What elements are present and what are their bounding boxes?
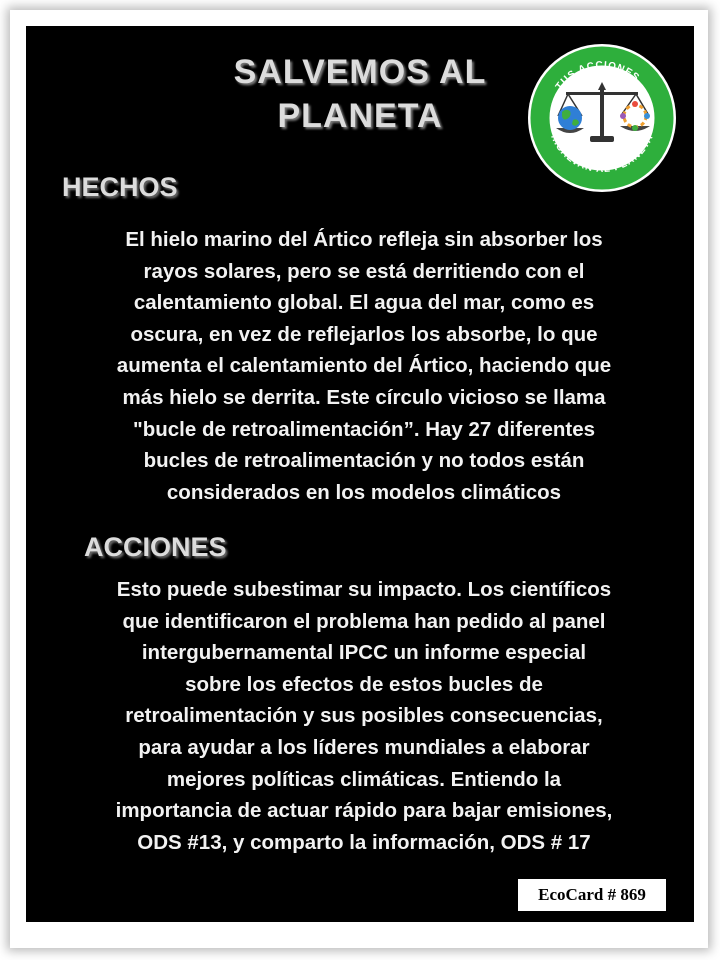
hechos-line: "bucle de retroalimentación”. Hay 27 diferentes: [132, 417, 595, 441]
page-title: [200, 50, 520, 138]
acciones-line: que identificaron el problema han pedido al panel: [122, 609, 606, 633]
acciones-line: sobre los efectos de estos bucles de: [185, 672, 543, 696]
section-heading-acciones: ACCIONES: [84, 532, 227, 562]
hechos-line: calentamiento global. El agua del mar, como es: [133, 291, 595, 315]
logo-top-text: TUS ACCIONES...: [553, 59, 651, 93]
hechos-line: oscura, en vez de reflejarlos los absorbe, lo que: [130, 322, 598, 346]
hechos-line: bucles de retroalimentación y no todos están: [143, 449, 585, 473]
acciones-line: intergubernamental IPCC un informe especial: [141, 641, 587, 665]
acciones-paragraph: [40, 574, 688, 858]
acciones-line: ODS #13, y comparto la información, ODS # 17: [137, 830, 591, 854]
hechos-line: considerados en los modelos climáticos: [166, 480, 562, 504]
title-line-2: PLANETA: [277, 97, 443, 135]
title-line-1: SALVEMOS AL: [233, 53, 487, 91]
ecocard-number-label: EcoCard # 869: [517, 878, 667, 912]
hechos-line: más hielo se derrita. Este círculo vicioso se llama: [122, 385, 606, 409]
acciones-line: Esto puede subestimar su impacto. Los científicos: [116, 578, 612, 601]
hechos-paragraph: [40, 224, 688, 508]
hechos-line: El hielo marino del Ártico refleja sin absorber los: [125, 228, 603, 251]
earth-icon: [558, 106, 582, 130]
acciones-line: mejores políticas climáticas. Entiendo la: [166, 767, 562, 791]
hechos-line: aumenta el calentamiento del Ártico, haciendo que: [116, 354, 612, 378]
acciones-line: importancia de actuar rápido para bajar emisiones,: [115, 799, 613, 823]
logo: [528, 44, 676, 192]
logo-bottom-text: ...SALVAN AL PLANETA: [548, 132, 656, 176]
section-heading-hechos: HECHOS: [62, 172, 178, 202]
acciones-line: retroalimentación y sus posibles consecuencias,: [125, 704, 603, 728]
acciones-line: para ayudar a los líderes mundiales a elaborar: [138, 735, 590, 759]
hechos-line: rayos solares, pero se está derritiendo con el: [143, 259, 585, 283]
